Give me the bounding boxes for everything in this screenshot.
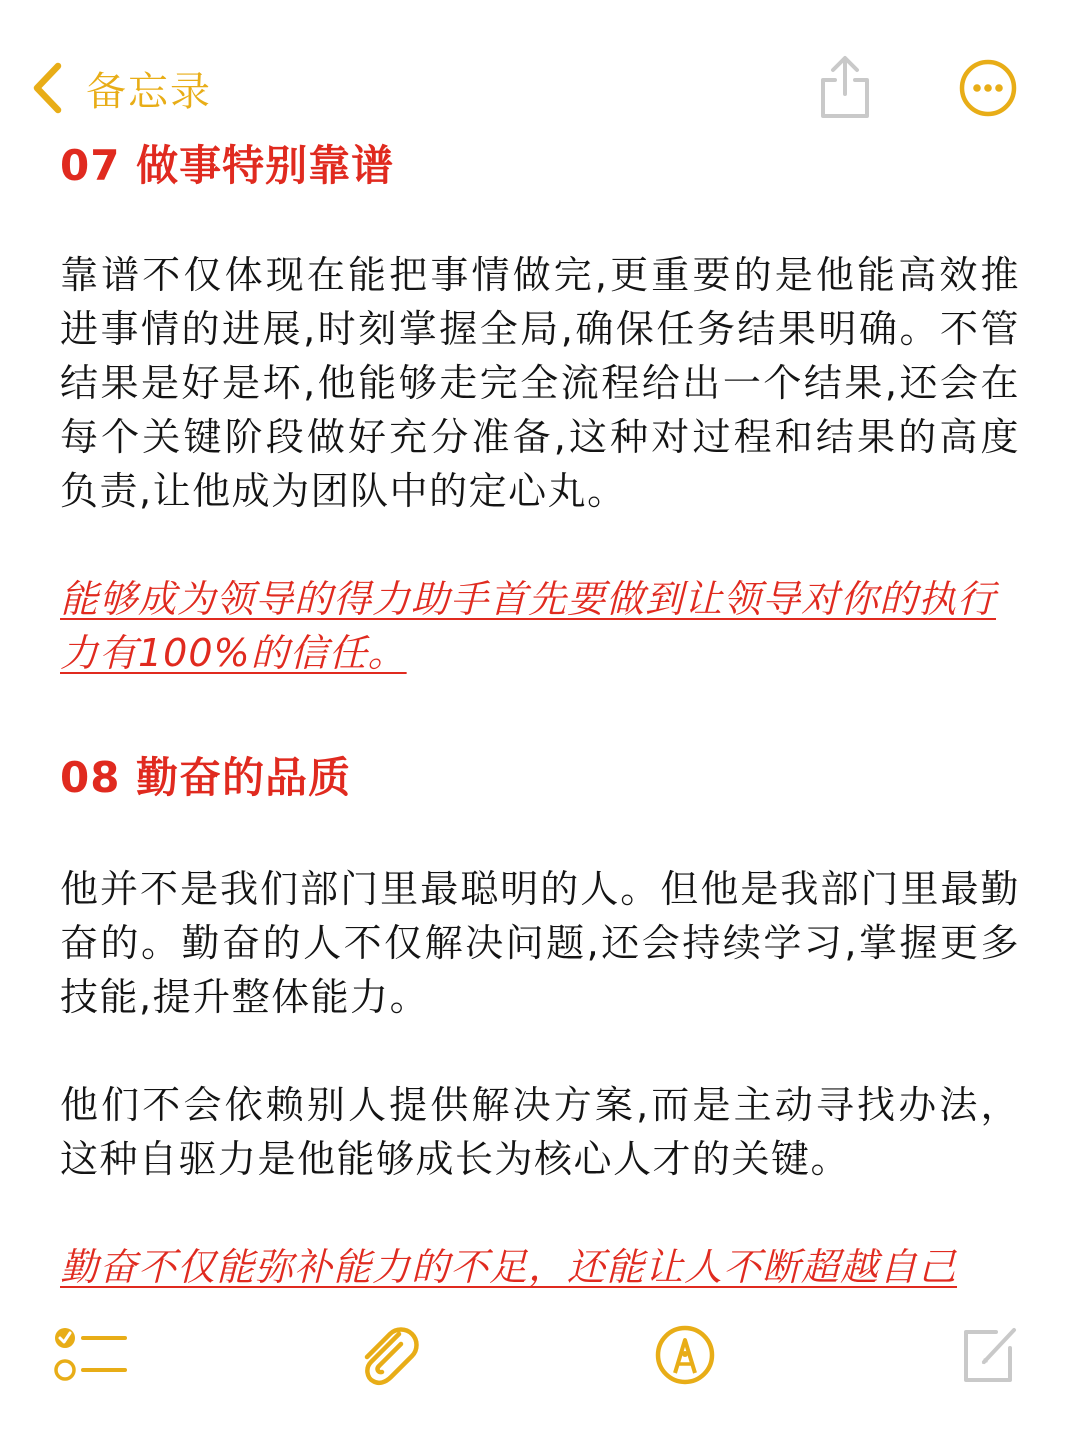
share-button[interactable] <box>812 52 878 122</box>
back-button[interactable] <box>30 56 212 120</box>
bottom-toolbar <box>0 1310 1080 1410</box>
body-paragraph: 靠谱不仅体现在能把事情做完,更重要的是他能高效推进事情的进展,时刻掌握全局,确保任务结果明确。不管结果是好是坏,他能够走完全流程给出一个结果,还会在每个关键阶段做好充分准备,这种对过程和结果的高度负责,让他成为团队中的定心丸。 <box>60 253 1020 513</box>
checklist-icon <box>53 1324 129 1386</box>
body-paragraph: 他并不是我们部门里最聪明的人。但他是我部门里最勤奋的。勤奋的人不仅解决问题,还会持续学习,掌握更多技能,提升整体能力。 <box>60 867 1020 1019</box>
markup-button[interactable] <box>640 1310 730 1400</box>
paperclip-icon <box>355 1320 419 1390</box>
note-content[interactable] <box>60 138 1020 1294</box>
compose-button[interactable] <box>944 1310 1034 1400</box>
chevron-left-icon <box>30 61 64 115</box>
emphasis-quote: 勤奋不仅能弥补能力的不足，还能让人不断超越自己 <box>60 1245 958 1289</box>
body-paragraph: 他们不会依赖别人提供解决方案,而是主动寻找办法，这种自驱力是他能够成长为核心人才的关键。 <box>60 1083 1020 1181</box>
section-heading: 07 做事特别靠谱 <box>60 141 395 190</box>
navigation-bar <box>0 0 1080 130</box>
checklist-button[interactable] <box>46 1310 136 1400</box>
more-options-button[interactable] <box>956 56 1020 120</box>
attachment-button[interactable] <box>342 1310 432 1400</box>
section-heading: 08 勤奋的品质 <box>60 753 352 802</box>
ellipsis-circle-icon <box>958 58 1018 118</box>
back-label: 备忘录 <box>86 68 212 115</box>
share-icon <box>817 54 873 120</box>
pen-tip-icon <box>654 1324 716 1386</box>
emphasis-quote: 能够成为领导的得力助手首先要做到让领导对你的执行力有100%的信任。 <box>60 577 997 675</box>
compose-icon <box>958 1324 1020 1386</box>
